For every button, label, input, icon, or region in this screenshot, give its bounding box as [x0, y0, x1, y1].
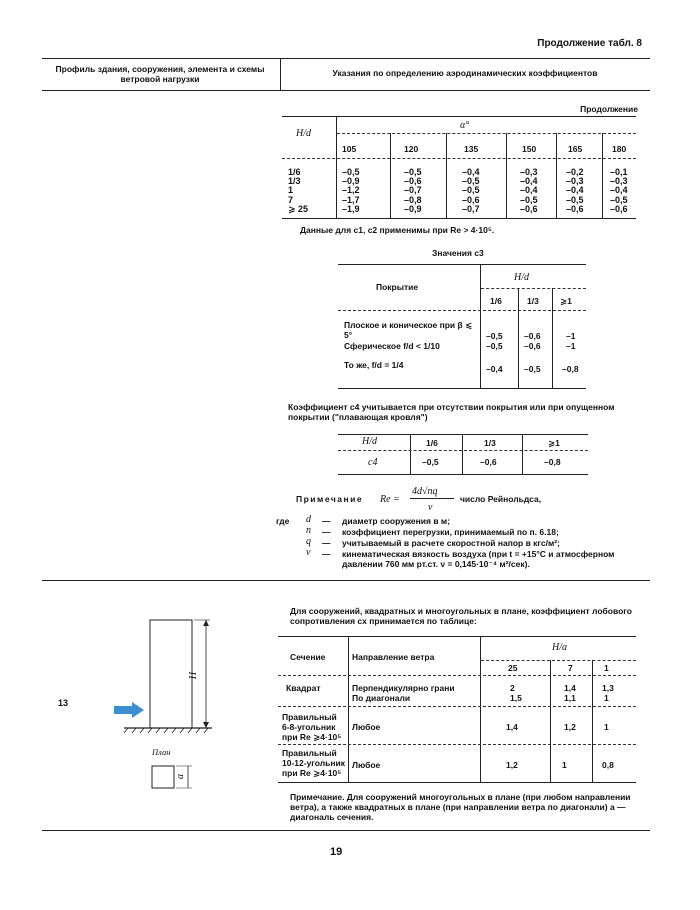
reynolds-definition: учитываемый в расчете скоростной напор в кгс/м²;	[342, 538, 560, 548]
cx-cell: 1,2	[506, 760, 518, 770]
c4-hd-value: 1/6	[426, 438, 438, 448]
table1-continuation: Продолжение	[580, 104, 638, 114]
table2-bottom-rule	[338, 388, 586, 389]
table2-hd-rule	[481, 288, 586, 289]
page-number: 19	[330, 846, 343, 858]
table1-column: –0,4 –0,5 –0,5 –0,6 –0,7	[462, 167, 480, 214]
table2-divider	[480, 264, 481, 388]
table1-alpha: α°	[460, 120, 470, 131]
dim-h-label: H	[188, 671, 200, 680]
cx-row-rule	[278, 744, 636, 745]
building-diagram	[100, 610, 230, 800]
c4-bottom-rule	[338, 474, 588, 475]
table1-alpha-rule	[337, 133, 636, 134]
table1-angle: 180	[612, 144, 627, 154]
c4-value: –0,5	[422, 457, 439, 467]
footer-rule	[42, 830, 650, 831]
reynolds-symbol: q	[306, 536, 311, 547]
table1-col-line	[506, 133, 507, 218]
table2-row-label: Плоское и коническое при β ⩽ 5°	[344, 320, 473, 340]
table2-cell: –1	[566, 331, 576, 341]
table2-row-label: То же, f/d = 1/4	[344, 360, 404, 370]
table1-hd-values: 1/6 1/3 1 7 ⩾ 25	[288, 167, 309, 214]
section-rule	[42, 580, 650, 581]
reynolds-prefix: Примечание	[296, 494, 364, 504]
ground-hatch	[124, 728, 208, 733]
table2-hd-value: ⩾1	[560, 296, 572, 306]
section13-note: Примечание. Для сооружений многоугольных в плане (при любом направлении ветра), а также квадратных в плане (при направлении ветра по диагонали) a — диагональ сечения.	[290, 792, 631, 822]
table1-column: –0,2 –0,3 –0,4 –0,5 –0,6	[566, 167, 584, 214]
cx-cell: 1,5	[510, 693, 522, 703]
table1-col-line	[390, 133, 391, 218]
table1-col-line	[556, 133, 557, 218]
cx-cell: 2	[510, 683, 515, 693]
cx-cell: 1,1	[564, 693, 576, 703]
cx-row-section: Квадрат	[286, 683, 321, 693]
table1-column: –0,1 –0,3 –0,4 –0,5 –0,6	[610, 167, 628, 214]
reynolds-where: где	[276, 516, 290, 526]
building-outline	[150, 620, 192, 728]
table2-hd-value: 1/3	[527, 296, 539, 306]
table2-hd: H/d	[514, 272, 529, 283]
reynolds-definition: диаметр сооружения в м;	[342, 516, 451, 526]
table2-title: Значения c3	[432, 248, 484, 258]
cx-row-direction: Любое	[352, 722, 381, 732]
header-divider	[280, 58, 281, 90]
cx-cell: 1,2	[564, 722, 576, 732]
cx-cell: 1,4	[564, 683, 576, 693]
c4-hd: H/d	[362, 436, 377, 447]
c4-mid-rule	[338, 450, 588, 451]
table2-row-label: Сферическое f/d < 1/10	[344, 341, 440, 351]
cx-table-top-rule	[278, 636, 636, 637]
cx-cell: 0,8	[602, 760, 614, 770]
cx-table-col-line	[348, 636, 349, 782]
cx-cell: 1	[604, 693, 609, 703]
c4-text: Коэффициент c4 учитывается при отсутствии покрытия или при опущенном покрытии ("плавающая кровля")	[288, 402, 615, 422]
reynolds-fraction-bar	[410, 498, 454, 499]
cx-row-section: Правильный 10-12-угольник при Re ⩾4·10⁵	[282, 748, 345, 778]
table2-cell: –0,8	[562, 364, 579, 374]
wind-arrow-icon	[114, 702, 144, 718]
cx-table-col-line	[480, 636, 481, 782]
cx-row-direction: Перпендикулярно грани	[352, 683, 455, 693]
reynolds-suffix: число Рейнольдса,	[460, 494, 542, 504]
cx-col-direction: Направление ветра	[352, 652, 435, 662]
table1-angle: 120	[404, 144, 419, 154]
cx-row-direction: По диагонали	[352, 693, 411, 703]
cx-ha-value: 7	[568, 663, 573, 673]
table1-header-rule	[282, 158, 636, 159]
dim-a-label: a	[175, 774, 186, 779]
reynolds-lhs: Re =	[380, 494, 400, 505]
table2-cell: –0,5	[486, 341, 503, 351]
header-col-left: Профиль здания, сооружения, элемента и схемы ветровой нагрузки	[55, 64, 265, 84]
table1-angle: 165	[568, 144, 583, 154]
c4-value: –0,8	[544, 457, 561, 467]
plan-label: План	[152, 747, 171, 757]
reynolds-symbol: d	[306, 514, 311, 525]
table1-angle: 135	[464, 144, 479, 154]
table2-cell: –1	[566, 341, 576, 351]
cx-cell: 1,3	[602, 683, 614, 693]
table1-bottom-rule	[282, 218, 636, 219]
cx-table-col-line	[592, 660, 593, 782]
table1-column: –0,5 –0,9 –1,2 –1,7 –1,9	[342, 167, 360, 214]
cx-cell: 1	[562, 760, 567, 770]
reynolds-definition: коэффициент перегрузки, принимаемый по п. 6.18;	[342, 527, 559, 537]
cx-ha-value: 1	[604, 663, 609, 673]
table2-cell: –0,6	[524, 341, 541, 351]
table2-hd-value: 1/6	[490, 296, 502, 306]
cx-row-section: Правильный 6-8-угольник при Re ⩾4·10⁵	[282, 712, 342, 742]
table1-angle: 105	[342, 144, 357, 154]
table2-col-line	[552, 288, 553, 388]
table1-col-line	[446, 133, 447, 218]
c4-hd-value: 1/3	[484, 438, 496, 448]
c4-hd-value: ⩾1	[548, 438, 560, 448]
cx-row-direction: Любое	[352, 760, 381, 770]
cx-ha-value: 25	[508, 663, 518, 673]
table1-header-divider	[336, 116, 337, 218]
reynolds-denominator: ν	[428, 502, 433, 513]
row-number: 13	[58, 698, 69, 708]
continuation-label: Продолжение табл. 8	[537, 38, 642, 49]
c4-top-rule	[338, 434, 588, 435]
table2-cell: –0,4	[486, 364, 503, 374]
table2-col-line	[518, 288, 519, 388]
table1-col-line	[602, 133, 603, 218]
table2-cell: –0,5	[524, 364, 541, 374]
c4-col-line	[522, 434, 523, 474]
table2-cell: –0,6	[524, 331, 541, 341]
header-top-rule	[42, 58, 650, 59]
table1-column: –0,3 –0,4 –0,4 –0,5 –0,6	[520, 167, 538, 214]
section13-intro: Для сооружений, квадратных и многоугольных в плане, коэффициент лобового сопротивления cx принимается по таблице:	[290, 606, 632, 626]
header-col-right: Указания по определению аэродинамических коэффициентов	[332, 68, 598, 78]
cx-table-col-line	[550, 660, 551, 782]
cx-cell: 1,4	[506, 722, 518, 732]
header-bottom-rule	[42, 90, 650, 91]
cx-ha: H/a	[552, 642, 567, 653]
reynolds-symbol: n	[306, 525, 311, 536]
table1-note: Данные для c1, c2 применимы при Re > 4·10⁵.	[300, 225, 495, 235]
table1-angle: 150	[522, 144, 537, 154]
reynolds-definition: кинематическая вязкость воздуха (при t = +15°С и атмосферном давлении 760 мм рт.ст. ν = 0,145·10⁻⁴ м²/сек).	[342, 549, 615, 569]
table1-column: –0,5 –0,6 –0,7 –0,8 –0,9	[404, 167, 422, 214]
table2-col-cover: Покрытие	[376, 282, 419, 292]
table1-row-header: H/d	[296, 128, 311, 139]
c4-value: –0,6	[480, 457, 497, 467]
cx-table-bottom-rule	[278, 782, 636, 783]
reynolds-numerator: 4d√nq	[412, 486, 438, 497]
cx-header-rule	[278, 675, 636, 676]
c4-col-line	[410, 434, 411, 474]
plan-square	[152, 766, 174, 788]
cx-cell: 1	[604, 722, 609, 732]
c4-col-line	[462, 434, 463, 474]
c4-label: c4	[368, 457, 378, 468]
table2-top-rule	[338, 264, 586, 265]
table2-cell: –0,5	[486, 331, 503, 341]
reynolds-symbol: ν	[306, 547, 311, 558]
table2-header-rule	[338, 310, 586, 311]
cx-ha-rule	[481, 660, 636, 661]
cx-col-section: Сечение	[290, 652, 326, 662]
cx-row-rule	[278, 706, 636, 707]
